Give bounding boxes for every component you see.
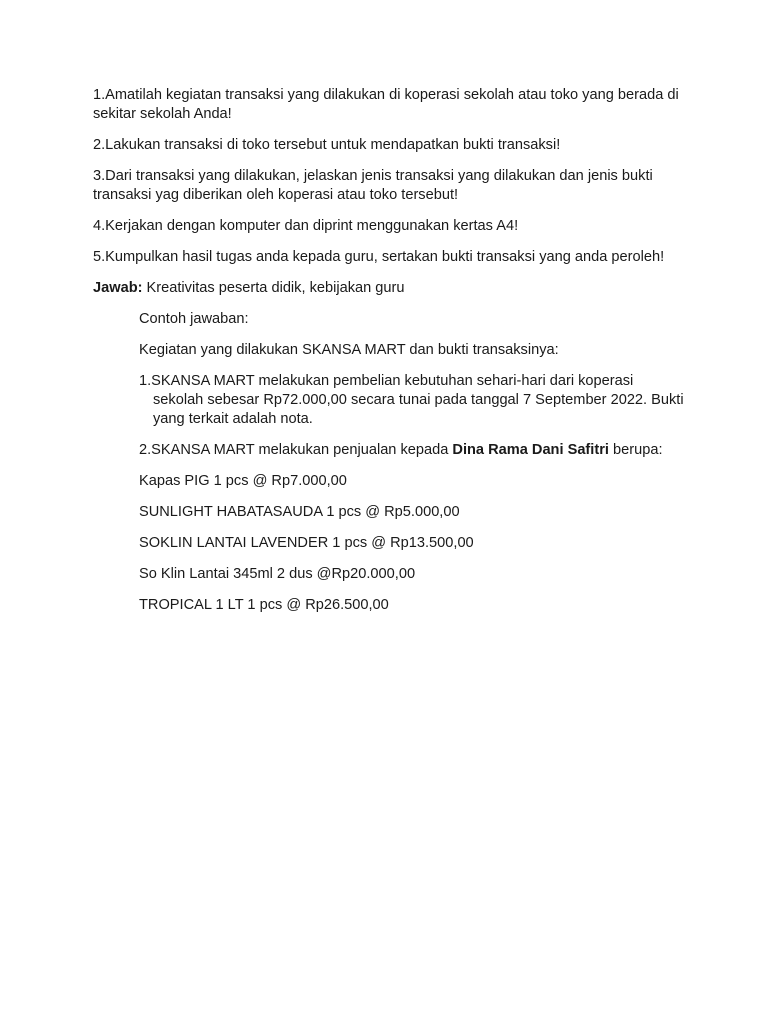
point-2-text-after: berupa: <box>608 442 663 458</box>
instruction-2: 2.Lakukan transaksi di toko tersebut untuk mendapatkan bukti transaksi! <box>93 137 561 153</box>
answer-line <box>93 279 683 298</box>
answer-label: Jawab: <box>93 280 143 296</box>
buyer-name: Dina Rama Dani Safitri <box>452 442 609 458</box>
answer-text: Kreativitas peserta didik, kebijakan guru <box>142 280 405 296</box>
instruction-4: 4.Kerjakan dengan komputer dan diprint menggunakan kertas A4! <box>93 218 519 234</box>
example-heading: Contoh jawaban: <box>139 311 249 327</box>
list-item: Kapas PIG 1 pcs @ Rp7.000,00 <box>139 473 347 489</box>
list-item: TROPICAL 1 LT 1 pcs @ Rp26.500,00 <box>139 597 389 613</box>
instruction-3: 3.Dari transaksi yang dilakukan, jelaskan jenis transaksi yang dilakukan dan jenis bukti transaksi yag diberikan oleh koperasi atau toko tersebut! <box>93 168 653 203</box>
list-item: So Klin Lantai 345ml 2 dus @Rp20.000,00 <box>139 566 416 582</box>
instruction-5: 5.Kumpulkan hasil tugas anda kepada guru, sertakan bukti transaksi yang anda peroleh! <box>93 249 665 265</box>
document-page <box>93 86 683 627</box>
instruction-1: 1.Amatilah kegiatan transaksi yang dilakukan di koperasi sekolah atau toko yang berada di sekitar sekolah Anda! <box>93 87 679 122</box>
list-item: SOKLIN LANTAI LAVENDER 1 pcs @ Rp13.500,00 <box>139 535 474 551</box>
list-item: SUNLIGHT HABATASAUDA 1 pcs @ Rp5.000,00 <box>139 504 460 520</box>
example-intro: Kegiatan yang dilakukan SKANSA MART dan bukti transaksinya: <box>139 342 559 358</box>
example-point-1: 1.SKANSA MART melakukan pembelian kebutuhan sehari-hari dari koperasi sekolah sebesar Rp72.000,00 secara tunai pada tanggal 7 September 2022. Bukti yang terkait adalah nota. <box>139 373 684 427</box>
point-2-text-before: 2.SKANSA MART melakukan penjualan kepada <box>139 442 453 458</box>
example-point-2 <box>139 441 685 460</box>
